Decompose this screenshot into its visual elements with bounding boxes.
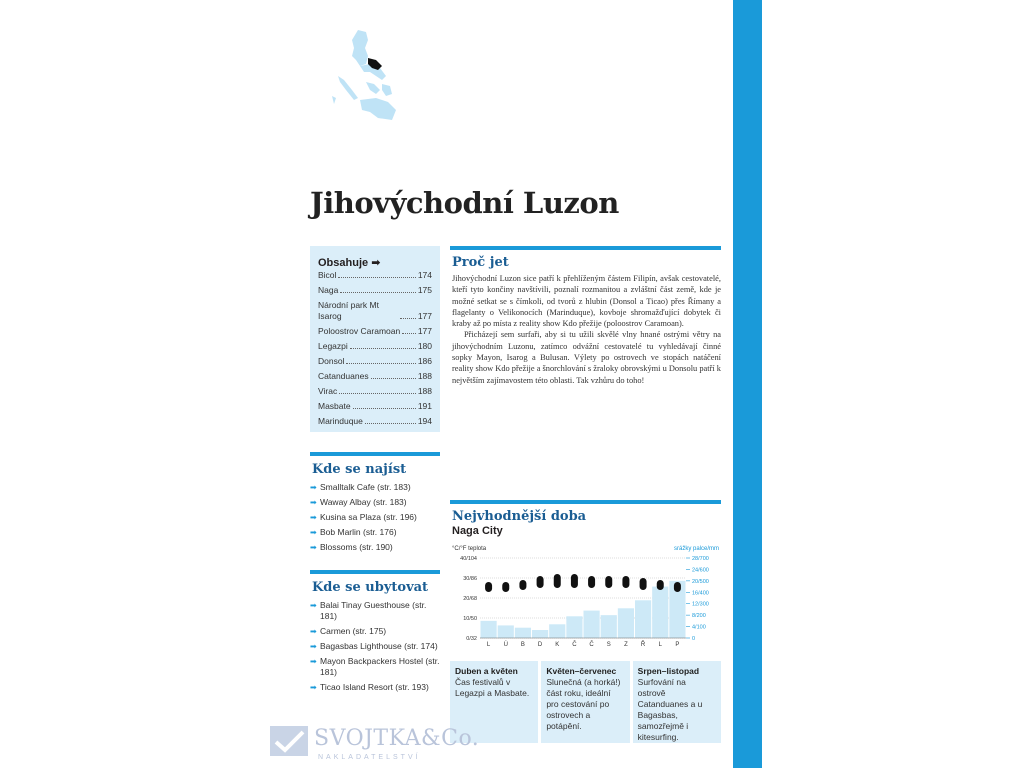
temperature-range-bar <box>537 576 544 588</box>
why-go-heading: Proč jet <box>452 255 509 270</box>
list-item[interactable]: ➡ Blossoms (str. 190) <box>310 542 393 552</box>
stay-box <box>310 570 440 730</box>
philippines-locator-map <box>330 28 400 122</box>
contents-heading: Obsahuje ➡ <box>318 257 381 269</box>
arrow-right-icon: ➡ <box>310 657 317 666</box>
rainfall-bar <box>652 587 668 638</box>
checkmark-logo-icon <box>270 726 308 756</box>
list-item[interactable]: ➡ Bagasbas Lighthouse (str. 174) <box>310 641 438 651</box>
arrow-right-icon: ➡ <box>310 483 317 492</box>
right-tick-label: 4/100 <box>692 624 706 631</box>
temperature-range-bar <box>502 582 509 592</box>
list-item[interactable]: ➡ Balai Tinay Guesthouse (str. 181) <box>310 600 427 621</box>
month-label: Z <box>624 642 628 648</box>
month-label: Ř <box>640 642 646 648</box>
publisher-subtitle: NAKLADATELSTVÍ <box>318 754 421 761</box>
publisher-watermark <box>270 724 480 768</box>
why-go-section <box>450 246 721 442</box>
season-text: Čas festivalů v Legazpi a Masbate. <box>455 677 530 698</box>
contents-row[interactable]: Donsol 186 <box>318 356 432 366</box>
arrow-right-icon: ➡ <box>310 642 317 651</box>
list-item[interactable]: ➡ Waway Albay (str. 183) <box>310 497 407 507</box>
contents-row[interactable]: Virac 188 <box>318 386 432 396</box>
month-label: D <box>537 642 543 648</box>
rainfall-bar <box>498 625 514 638</box>
season-text: Slunečná (a horká!) část roku, ideální pro cestování po ostrovech a potápění. <box>546 677 621 731</box>
right-tick-label: 20/500 <box>692 578 709 585</box>
month-label: Č <box>572 642 577 648</box>
left-tick-label: 30/86 <box>463 576 477 582</box>
arrow-right-icon: ➡ <box>310 683 317 692</box>
list-item[interactable]: ➡ Ticao Island Resort (str. 193) <box>310 682 429 692</box>
left-tick-label: 0/32 <box>466 636 477 642</box>
arrow-right-icon: ➡ <box>310 498 317 507</box>
season-box <box>633 661 721 743</box>
temperature-range-bar <box>657 580 664 590</box>
rainfall-bar <box>584 611 600 638</box>
contents-row[interactable]: Poloostrov Caramoan 177 <box>318 326 432 336</box>
contents-row[interactable]: Catanduanes 188 <box>318 371 432 381</box>
arrow-right-icon: ➡ <box>310 601 317 610</box>
page-edge-stripe <box>733 0 762 768</box>
month-label: K <box>555 642 560 648</box>
rainfall-bar <box>549 624 565 638</box>
left-tick-label: 20/68 <box>463 596 477 602</box>
month-label: L <box>486 642 491 648</box>
temperature-range-bar <box>605 576 612 588</box>
right-axis-label: srážky palce/mm <box>673 546 719 552</box>
temperature-range-bar <box>554 574 561 588</box>
arrow-right-icon: ➡ <box>310 528 317 537</box>
month-label: Ú <box>503 642 508 648</box>
temperature-range-bar <box>485 582 492 592</box>
list-item[interactable]: ➡ Mayon Backpackers Hostel (str. 181) <box>310 656 440 677</box>
season-text: Surfování na ostrově Catanduanes a u Bagasbas, samozřejmě i kitesurfing. <box>637 677 703 742</box>
temperature-range-bar <box>588 576 595 588</box>
list-item[interactable]: ➡ Bob Marlin (str. 176) <box>310 527 397 537</box>
temperature-range-bar <box>674 582 681 592</box>
left-tick-label: 40/104 <box>460 556 477 562</box>
page-title: Jihovýchodní Luzon <box>310 186 619 220</box>
rainfall-bar <box>481 621 497 638</box>
best-time-heading: Nejvhodnější doba <box>452 509 587 524</box>
temperature-range-bar <box>571 574 578 588</box>
contents-row[interactable]: Masbate 191 <box>318 401 432 411</box>
arrow-right-icon: ➡ <box>310 627 317 636</box>
month-label: B <box>520 642 525 648</box>
list-item[interactable]: ➡ Smalltalk Cafe (str. 183) <box>310 482 411 492</box>
temperature-range-bar <box>622 576 629 588</box>
contents-row[interactable]: Národní park Mt Isarog 177 <box>318 300 432 321</box>
arrow-right-icon: ➡ <box>310 513 317 522</box>
season-heading: Květen–červenec <box>546 666 617 676</box>
season-heading: Srpen–listopad <box>637 666 700 676</box>
right-tick-label: 0 <box>692 636 696 642</box>
season-heading: Duben a květen <box>455 666 518 676</box>
contents-row[interactable]: Marinduque 194 <box>318 416 432 426</box>
right-tick-label: 24/600 <box>692 567 709 574</box>
arrow-right-icon: ➡ <box>371 257 381 269</box>
rainfall-bar <box>532 630 548 638</box>
contents-row[interactable]: Bicol 174 <box>318 270 432 280</box>
contents-row[interactable]: Naga 175 <box>318 285 432 295</box>
month-label: Č <box>589 642 594 648</box>
rainfall-bar <box>618 608 634 638</box>
list-item[interactable]: ➡ Carmen (str. 175) <box>310 626 387 636</box>
right-tick-label: 8/200 <box>692 613 706 620</box>
rainfall-bar <box>566 616 582 638</box>
city-name: Naga City <box>452 525 503 537</box>
temperature-range-bar <box>640 578 647 590</box>
why-go-paragraph-2: Přicházejí sem surfaři, aby si tu užili skvělé vlny hnané ostrými větry na jihovýchodním Luzonu, zatímco odvážní cestovatelé tu vyhledávají činné sopky Mayon, Isarog a Bulusan. Výlety po ostrovech ve stopách natáčení reality show Kdo přežije a šnorchlování s žraloky obrovskými u Donsolu patří k největším zajímavostem této oblasti. Tak vzhůru do toho! <box>452 330 721 385</box>
list-item[interactable]: ➡ Kusina sa Plaza (str. 196) <box>310 512 417 522</box>
month-label: P <box>675 642 680 648</box>
season-boxes <box>450 661 721 743</box>
rainfall-bar <box>635 600 651 638</box>
season-box <box>541 661 629 743</box>
arrow-right-icon: ➡ <box>310 543 317 552</box>
contents-box <box>310 246 440 432</box>
right-tick-label: 16/400 <box>692 590 709 597</box>
temperature-range-bar <box>519 580 526 590</box>
why-go-paragraph-1: Jihovýchodní Luzon sice patří k přehlíženým částem Filipín, avšak cestovatelé, kteří tyto končiny navštívili, poznalí rozmanitou a zvláštní část země, kde je možné setkat se s čímkoli, od tvorů z hlubin (Donsol a Ticao) přes Římany a flagelanty o Velikonocích (Marinduque), kovboje shromažďující dobytek či kraby až po místa z reality show Kdo přežije (poloostrov Caramoan). <box>452 274 721 329</box>
eat-heading: Kde se najíst <box>312 462 407 477</box>
rainfall-bar <box>515 628 531 638</box>
contents-row[interactable]: Legazpi 180 <box>318 341 432 351</box>
month-label: S <box>606 642 611 648</box>
left-axis-label: °C/°F teplota <box>452 546 487 552</box>
stay-heading: Kde se ubytovat <box>312 580 429 595</box>
right-tick-label: 28/700 <box>692 556 709 562</box>
best-time-section <box>450 500 721 656</box>
climate-chart <box>450 544 721 654</box>
left-tick-label: 10/50 <box>463 616 477 622</box>
eat-box <box>310 452 440 562</box>
publisher-name: SVOJTKA&Co. <box>314 726 480 751</box>
right-tick-label: 12/300 <box>692 601 709 608</box>
rainfall-bar <box>601 615 617 638</box>
month-label: L <box>658 642 662 648</box>
